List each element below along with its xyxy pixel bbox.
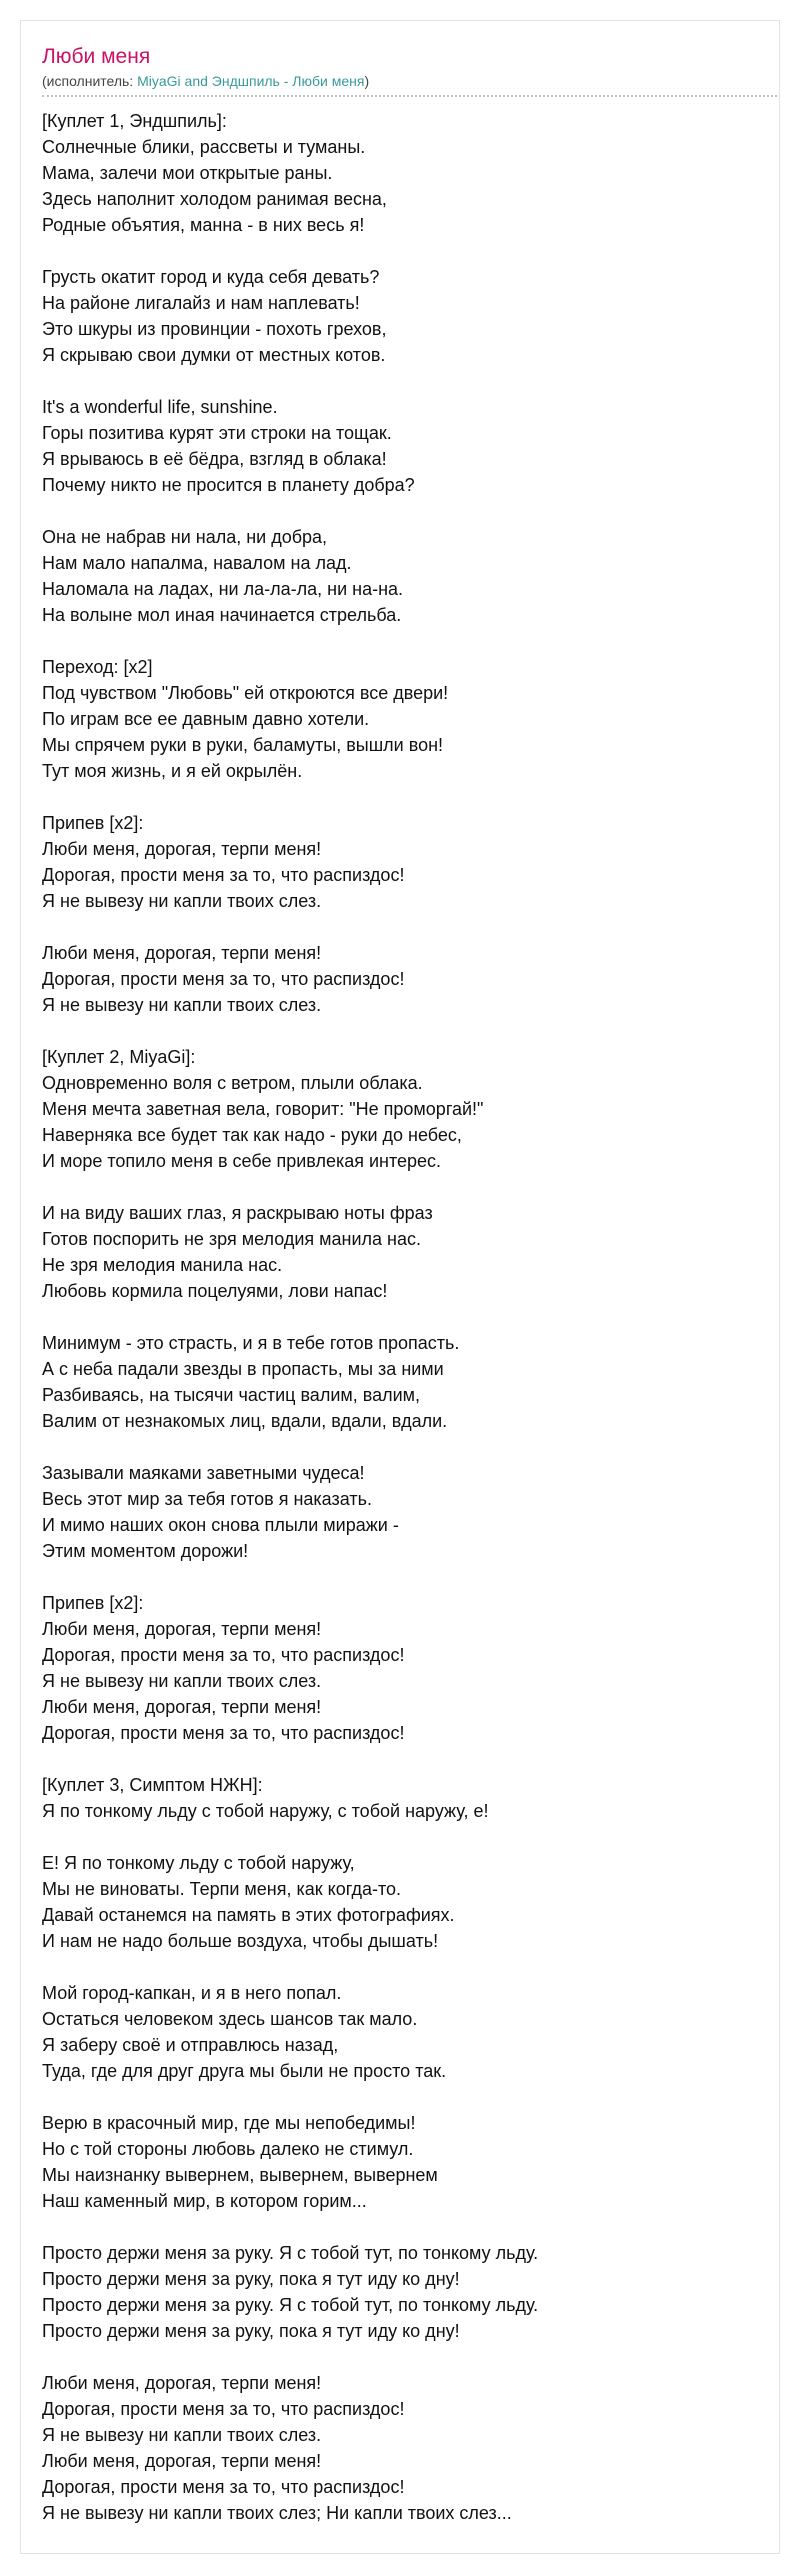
lyric-line: Не зря мелодия манила нас. — [42, 1255, 283, 1275]
lyrics-stanza — [42, 394, 777, 498]
lyrics-stanza — [42, 264, 777, 368]
lyrics-stanza — [42, 1044, 777, 1174]
lyric-line: Дорогая, прости меня за то, что распиздос! — [42, 865, 405, 885]
lyric-line: Я врываюсь в её бёдра, взгляд в облака! — [42, 449, 387, 469]
lyric-line: Дорогая, прости меня за то, что распиздос! — [42, 1645, 405, 1665]
lyrics-stanza — [42, 1330, 777, 1434]
lyrics-stanza — [42, 940, 777, 1018]
lyric-line: Дорогая, прости меня за то, что распиздос! — [42, 969, 405, 989]
lyric-line: Мы не виноваты. Терпи меня, как когда-то. — [42, 1879, 402, 1899]
lyric-line: Мы спрячем руки в руки, баламуты, вышли вон! — [42, 735, 444, 755]
performer-line — [42, 72, 777, 97]
song-title: Люби меня — [42, 45, 151, 68]
lyric-line: Дорогая, прости меня за то, что распиздос! — [42, 1723, 405, 1743]
lyrics-stanza — [42, 2240, 777, 2344]
lyric-line: Я по тонкому льду с тобой наружу, с тобой наружу, е! — [42, 1801, 489, 1821]
lyric-line: Валим от незнакомых лиц, вдали, вдали, вдали. — [42, 1411, 448, 1431]
lyric-line: Готов поспорить не зря мелодия манила нас. — [42, 1229, 422, 1249]
lyric-line: Но с той стороны любовь далеко не стимул. — [42, 2139, 414, 2159]
lyric-line: Туда, где для друг друга мы были не просто так. — [42, 2061, 447, 2081]
lyric-line: Меня мечта заветная вела, говорит: "Не проморгай!" — [42, 1099, 484, 1119]
lyric-line: Грусть окатит город и куда себя девать? — [42, 267, 380, 287]
lyrics-stanza — [42, 524, 777, 628]
lyric-line: Солнечные блики, рассветы и туманы. — [42, 137, 366, 157]
lyric-line: Припев [x2]: — [42, 813, 144, 833]
lyric-line: По играм все ее давным давно хотели. — [42, 709, 370, 729]
lyric-line: Я не вывезу ни капли твоих слез. — [42, 1671, 322, 1691]
lyric-line: Тут моя жизнь, и я ей окрылён. — [42, 761, 303, 781]
lyric-line: Верю в красочный мир, где мы непобедимы! — [42, 2113, 416, 2133]
lyric-line: Она не набрав ни нала, ни добра, — [42, 527, 328, 547]
lyric-line: Люби меня, дорогая, терпи меня! — [42, 2373, 322, 2393]
lyrics-stanza — [42, 2370, 777, 2526]
lyric-line: Под чувством "Любовь" ей откроются все двери! — [42, 683, 449, 703]
lyrics-stanza — [42, 1460, 777, 1564]
lyric-line: Просто держи меня за руку, пока я тут иду ко дну! — [42, 2269, 460, 2289]
performer-suffix: ) — [364, 73, 370, 89]
lyric-line: И мимо наших окон снова плыли миражи - — [42, 1515, 399, 1535]
lyric-line: Я не вывезу ни капли твоих слез. — [42, 995, 322, 1015]
lyric-line: Я не вывезу ни капли твоих слез. — [42, 2425, 322, 2445]
performer-prefix: (исполнитель: — [42, 73, 138, 89]
lyrics-page — [20, 20, 780, 2554]
lyric-line: Родные объятия, манна - в них весь я! — [42, 215, 365, 235]
lyric-line: Это шкуры из провинции - похоть грехов, — [42, 319, 387, 339]
lyric-line: Я заберу своё и отправлюсь назад, — [42, 2035, 339, 2055]
lyric-line: Люби меня, дорогая, терпи меня! — [42, 943, 322, 963]
lyric-line: Мы наизнанку вывернем, вывернем, вывернем — [42, 2165, 438, 2185]
lyric-line: Любовь кормила поцелуями, лови напас! — [42, 1281, 388, 1301]
lyrics-stanza — [42, 654, 777, 784]
lyrics-stanza — [42, 810, 777, 914]
lyric-line: И море топило меня в себе привлекая интерес. — [42, 1151, 442, 1171]
lyric-line: Этим моментом дорожи! — [42, 1541, 249, 1561]
lyric-line: Здесь наполнит холодом ранимая весна, — [42, 189, 387, 209]
lyric-line: Остаться человеком здесь шансов так мало. — [42, 2009, 418, 2029]
lyric-line: Просто держи меня за руку. Я с тобой тут, по тонкому льду. — [42, 2295, 539, 2315]
lyric-line: Нам мало напалма, навалом на лад. — [42, 553, 352, 573]
lyric-line: Горы позитива курят эти строки на тощак. — [42, 423, 392, 443]
lyric-line: [Куплет 2, MiyaGi]: — [42, 1047, 196, 1067]
lyric-line: Люби меня, дорогая, терпи меня! — [42, 2451, 322, 2471]
lyrics-stanza — [42, 1980, 777, 2084]
lyric-line: Просто держи меня за руку, пока я тут иду ко дну! — [42, 2321, 460, 2341]
lyric-line: Мой город-капкан, и я в него попал. — [42, 1983, 342, 2003]
lyric-line: Зазывали маяками заветными чудеса! — [42, 1463, 365, 1483]
lyric-line: [Куплет 3, Симптом НЖН]: — [42, 1775, 263, 1795]
lyric-line: Люби меня, дорогая, терпи меня! — [42, 1697, 322, 1717]
lyric-line: Наломала на ладах, ни ла-ла-ла, ни на-на. — [42, 579, 404, 599]
lyric-line: Я не вывезу ни капли твоих слез; Ни капли твоих слез... — [42, 2503, 512, 2523]
lyric-line: Давай останемся на память в этих фотографиях. — [42, 1905, 455, 1925]
lyric-line: И на виду ваших глаз, я раскрываю ноты фраз — [42, 1203, 433, 1223]
lyrics-stanza — [42, 1772, 777, 1824]
lyric-line: И нам не надо больше воздуха, чтобы дышать! — [42, 1931, 439, 1951]
lyric-line: Дорогая, прости меня за то, что распиздос! — [42, 2399, 405, 2419]
lyrics-stanza — [42, 108, 777, 238]
lyric-line: Почему никто не просится в планету добра? — [42, 475, 415, 495]
lyric-line: Я скрываю свои думки от местных котов. — [42, 345, 386, 365]
lyric-line: It's a wonderful life, sunshine. — [42, 397, 278, 417]
lyrics-stanza — [42, 1590, 777, 1746]
lyric-line: Просто держи меня за руку. Я с тобой тут, по тонкому льду. — [42, 2243, 539, 2263]
lyric-line: На волыне мол иная начинается стрельба. — [42, 605, 402, 625]
lyric-line: Припев [x2]: — [42, 1593, 144, 1613]
lyric-line: Люби меня, дорогая, терпи меня! — [42, 839, 322, 859]
lyrics-body — [42, 108, 777, 2552]
lyrics-stanza — [42, 1200, 777, 1304]
lyric-line: Наверняка все будет так как надо - руки до небес, — [42, 1125, 462, 1145]
lyric-line: Е! Я по тонкому льду с тобой наружу, — [42, 1853, 355, 1873]
lyric-line: Дорогая, прости меня за то, что распиздос! — [42, 2477, 405, 2497]
lyric-line: Минимум - это страсть, и я в тебе готов пропасть. — [42, 1333, 460, 1353]
lyric-line: Весь этот мир за тебя готов я наказать. — [42, 1489, 372, 1509]
artist-link[interactable]: MiyaGi and Эндшпиль - Люби меня — [137, 73, 365, 89]
lyric-line: Мама, залечи мои открытые раны. — [42, 163, 333, 183]
lyric-line: На районе лигалайз и нам наплевать! — [42, 293, 360, 313]
lyrics-stanza — [42, 1850, 777, 1954]
lyrics-stanza — [42, 2110, 777, 2214]
lyric-line: Наш каменный мир, в котором горим... — [42, 2191, 367, 2211]
lyric-line: [Куплет 1, Эндшпиль]: — [42, 111, 227, 131]
lyric-line: Люби меня, дорогая, терпи меня! — [42, 1619, 322, 1639]
lyric-line: Я не вывезу ни капли твоих слез. — [42, 891, 322, 911]
lyric-line: Переход: [x2] — [42, 657, 153, 677]
lyric-line: Одновременно воля с ветром, плыли облака. — [42, 1073, 423, 1093]
song-header — [42, 44, 777, 97]
lyric-line: Разбиваясь, на тысячи частиц валим, валим, — [42, 1385, 421, 1405]
lyric-line: А с неба падали звезды в пропасть, мы за ними — [42, 1359, 444, 1379]
